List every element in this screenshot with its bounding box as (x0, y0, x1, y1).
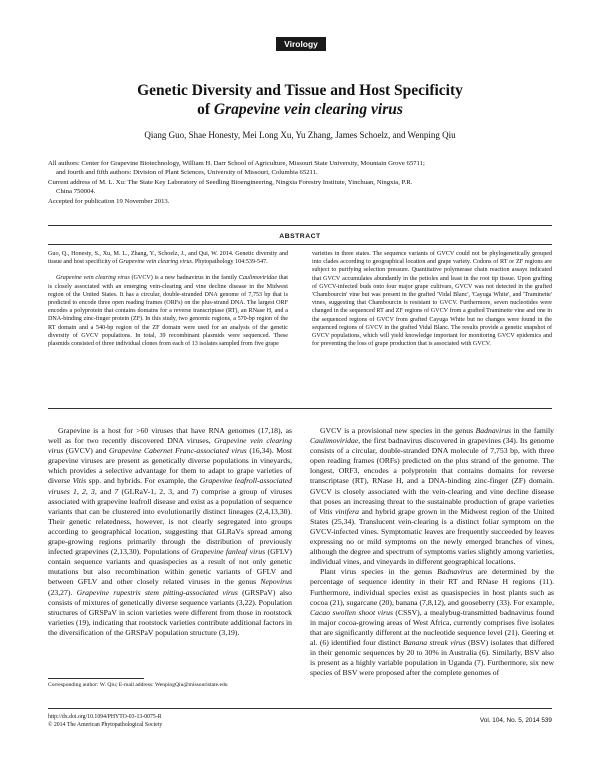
copyright-line: © 2014 The American Phytopathological Society (48, 721, 163, 728)
affiliation-line: China 750004. (56, 188, 96, 196)
abstract-paragraph: varieties in three states. The sequence variants of GVCV could not be phylogenetically grouped into clades according to geographical location and grape variety. Codons of RT or ZF regions are subject to purifying selection pressure. Quantitative polymerase chain reaction assays indicated that GVCV accumulates abundantly in the petioles and least in the root tip tissue. Upon grafting of GVCV-infected buds onto four major grape cultivars, GVCV was not detected in the grafted 'Chambourcin' vine but was present in the grafted 'Vidal Blanc', 'Cayuga White', and 'Traminette' vines, suggesting that Chambourcin is resistant to GVCV. Furthermore, seven nucleotides were changed in the sequenced RT and ZF regions of GVCV from a grafted Traminette vine and one in the sequenced regions of GVCV from grafted Cayuga White but no changes were found in the sequenced regions of GVCV in the grafted Vidal Blanc. The results provide a genetic snapshot of GVCV populations, which will yield knowledge important for monitoring GVCV epidemics and for preventing the loss of grape production that is associated with GVCV. (312, 251, 552, 348)
abstract-paragraph: Grapevine vein clearing virus (GVCV) is a new badnavirus in the family Caulimoviridae that is closely associated with an emerging vein-clearing and vine decline disease in the Midwest region of the United States. It has a circular, double-stranded DNA genome of 7,753 bp that is predicted to encode three open reading frames (ORFs) on the plus-strand DNA. The largest ORF encodes a polyprotein that contains domains for a reverse transcriptase (RT), an RNase H, and a DNA-binding zinc-finger protein (ZF). In this study, two genomic regions, a 570-bp region of the RT domain and a 540-bp region of the ZF domain were used for an analysis of the genetic diversity of GVCV populations. In total, 39 recombinant plasmids were sequenced. These plasmids consisted of three individual clones from each of 13 isolates sampled from five grape (48, 275, 288, 348)
body-paragraph: Plant virus species in the genus Badnavirus are determined by the percentage of sequence identity in their RT and RNase H regions (11). Furthermore, individual species exist as quasispecies in host plants such as cocoa (21), sugarcane (20), banana (7,8,12), and gooseberry (33). For example, Cacao swollen shoot virus (CSSV), a mealybug-transmitted badnavirus found in major cocoa-growing areas of West Africa, currently comprises five isolates that are significantly different at the nucleotide sequence level (21). Geering et al. (6) identified four distinct Banana streak virus (BSV) isolates that differed in their genomic sequences by 20 to 30% in Australia (6). Similarly, BSV also is present as a highly variable population in Uganda (7). Furthermore, six new species of BSV were proposed after the complete genomes of (310, 567, 554, 678)
section-tag: Virology (276, 37, 326, 51)
title-line-1: Genetic Diversity and Tissue and Host Specificity (137, 82, 463, 99)
doi-block (48, 714, 288, 730)
abstract-bottom-rule (48, 408, 552, 409)
abstract-heading-rule (48, 244, 552, 245)
affiliations (48, 159, 552, 206)
affiliation-line: All authors: Center for Grapevine Biotechnology, William H. Darr School of Agriculture, Missouri State University, Mountain Grove 65711; (48, 160, 425, 167)
corresponding-author-footnote: Corresponding author: W. Qiu; E-mail address: WenpingQiu@missouristate.edu (48, 682, 228, 688)
page-folio: Vol. 104, No. 5, 2014 539 (479, 717, 552, 724)
abstract-top-rule (48, 225, 552, 226)
abstract-left-column (48, 250, 288, 348)
body-paragraph: Grapevine is a host for >60 viruses that have RNA genomes (17,18), as well as for two recently discovered DNA viruses, Grapevine vein clearing virus (GVCV) and Grapevine Cabernet Franc-associated virus (16,34). Most grapevine viruses are present as genetically diverse populations in vineyards, which provides a selective advantage for them to adapt to grape varieties of diverse Vitis spp. and hybrids. For example, the Grapevine leafroll-associated viruses 1, 2, 3, and 7 (GLRaV-1, 2, 3, and 7) comprise a group of viruses associated with grapevine leafroll disease and exist as a population of sequence variants that can be clustered into evolutionarily distinct lineages (2,4,13,30). Their genetic relatedness, however, is not clearly segregated into groups according to geographical location, suggesting that GLRaVs spread among grape-growing regions primarily through the distribution of previously infected grapevines (2,13,30). Populations of Grapevine fanleaf virus (GFLV) contain sequence variants and quasispecies as a result of not only genetic mutations but also recombination within genetic variants of GFLV and between GFLV and other closely related viruses in the genus Nepovirus (23,27). Grapevine rupestris stem pitting-associated virus (GRSPaV) also consists of mixtures of genetically diverse sequence variants (3,22). Population structures of GRSPaV in scion varieties were different from those in rootstock varieties (19), indicating that rootstock varieties contribute additional factors in the diversification of the GRSPaV population structure (3,19). (48, 426, 293, 637)
accepted-date: Accepted for publication 19 November 2013. (48, 197, 170, 205)
body-left-column (48, 426, 292, 638)
affiliation-line: Current address of M. L. Xu: The State Key Laboratory of Seedling Bioengineering, Ningxia Forestry Institute, Yinchuan, Ningxia, P.R. (48, 178, 413, 186)
body-right-column (310, 426, 554, 678)
article-title (0, 81, 600, 119)
abstract-right-column (312, 250, 552, 348)
title-line-2: of Grapevine vein clearing virus (197, 101, 403, 118)
affiliation-line: and fourth and fifth authors: Division of Plant Sciences, University of Missouri, Columbia 65211. (56, 169, 318, 177)
author-list: Qiang Guo, Shae Honesty, Mei Long Xu, Yu Zhang, James Schoelz, and Wenping Qiu (144, 130, 456, 140)
abstract-citation: Guo, Q., Honesty, S., Xu, M. L., Zhang, Y., Schoelz, J., and Qui, W. 2014. Genetic diversity and tissue and host specificity of Grapevine vein clearing virus. Phytopathology 104:539-547. (48, 251, 288, 266)
body-paragraph: GVCV is a provisional new species in the genus Badnavirus in the family Caulimoviridae, the first badnavirus discovered in grapevines (34). Its genome consists of a circular, double-stranded DNA molecule of 7,753 bp, with three open reading frames (ORFs) predicted on the plus strand of the genome. The longest, ORF3, encodes a polyprotein that contains domains for reverse transcriptase (RT), RNase H, and a DNA-binding zinc-finger (ZF) domain. GVCV is closely associated with the vein-clearing and vine decline disease that poses an increasing threat to the sustainable production of grape varieties of Vitis vinifera and hybrid grape grown in the Midwest region of the United States (25,34). Translucent vein-clearing is a distinct foliar symptom on the GVCV-infected vines. Symptomatic leaves are frequently succeeded by leaves expressing no or mild symptoms on the newly emerged branches of vines, although the degree and spectrum of symptoms varies slightly among varieties, individual vines, and vineyards in different geographical locations. (310, 426, 555, 567)
doi-link[interactable]: http://dx.doi.org/10.1094/PHYTO-03-13-0075-R (48, 714, 162, 720)
abstract-heading: ABSTRACT (279, 233, 321, 240)
footer-rule (48, 708, 552, 709)
footnote-rule (48, 678, 144, 679)
